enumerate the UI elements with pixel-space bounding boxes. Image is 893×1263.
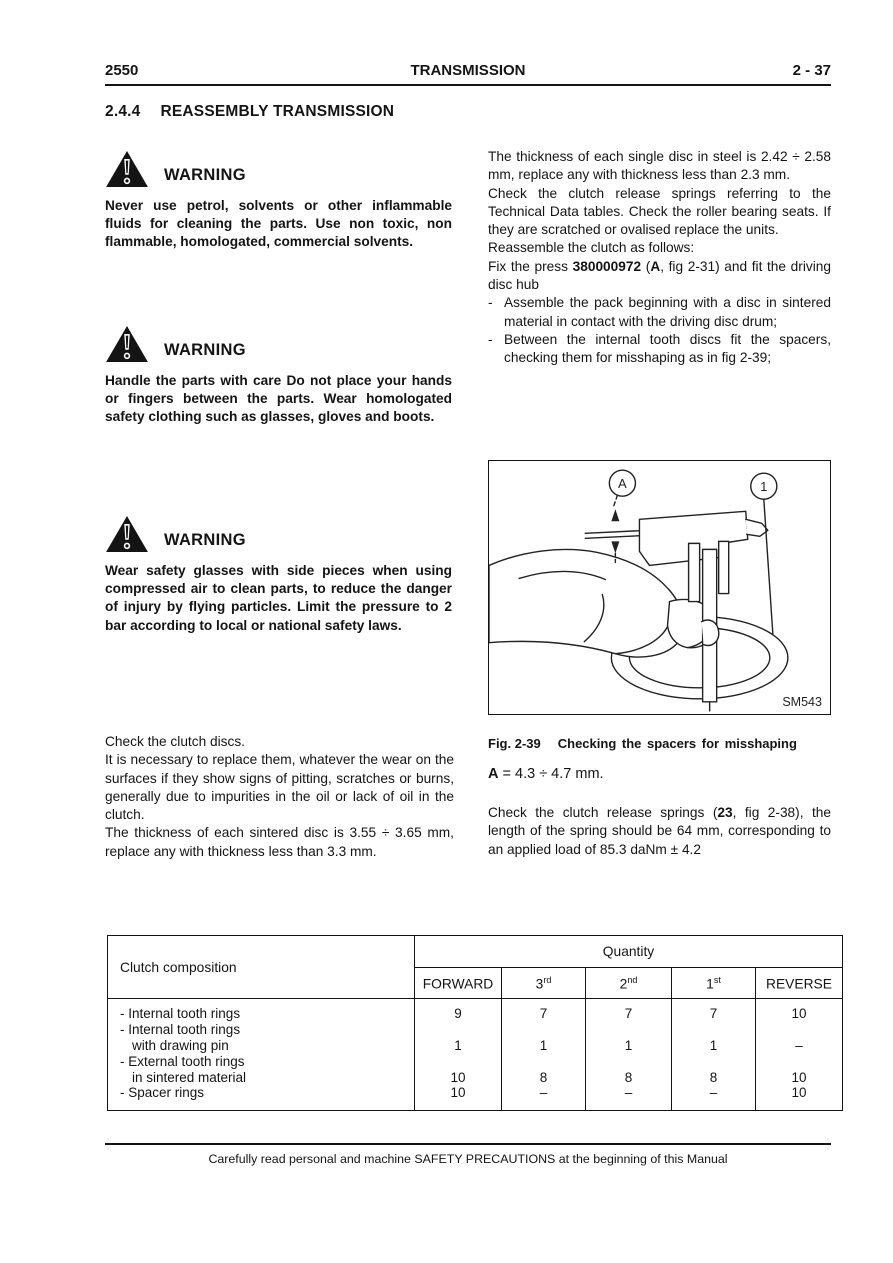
- dimension-value: = 4.3 ÷ 4.7 mm.: [498, 766, 604, 782]
- text-run: , fig 2-31) and fit the driving disc hub: [488, 258, 831, 293]
- section-title: [105, 103, 394, 121]
- header-model-number: 2550: [105, 62, 139, 79]
- composition-label: - External tooth rings: [120, 1053, 245, 1069]
- table-value: [502, 1054, 585, 1070]
- column-header-2nd: [586, 968, 672, 999]
- forward-values-cell: [415, 999, 502, 1111]
- composition-label: - Internal tooth rings: [120, 1021, 241, 1037]
- third-gear-values-cell: [502, 999, 586, 1111]
- column-label: FORWARD: [422, 976, 494, 992]
- item-ref: 23: [717, 805, 733, 820]
- table-value: 10: [791, 1069, 807, 1085]
- table-row-header: Clutch composition: [108, 936, 415, 999]
- springs-paragraph: [488, 804, 831, 859]
- callout-1-label: 1: [760, 479, 768, 495]
- paragraph-line: Check the clutch discs.: [105, 734, 245, 749]
- table-value: 7: [709, 1006, 718, 1021]
- header-chapter-title: TRANSMISSION: [410, 62, 526, 79]
- warning-header: [105, 325, 452, 363]
- column-header-forward: [415, 968, 502, 999]
- footer-rule: [105, 1143, 831, 1145]
- table-value: [756, 1022, 842, 1038]
- column-header-1st: [672, 968, 756, 999]
- table-value: 1: [624, 1037, 633, 1053]
- reverse-values-cell: [756, 999, 843, 1111]
- second-gear-values-cell: [586, 999, 672, 1111]
- dimension-a: [488, 766, 604, 782]
- table-value: [586, 1022, 671, 1038]
- column-ordinal: nd: [627, 974, 638, 985]
- table-value: 10: [450, 1085, 466, 1101]
- callout-a-label: A: [618, 476, 627, 492]
- bullet-dash: -: [488, 295, 493, 311]
- text-run: (: [641, 258, 651, 274]
- warning-label: WARNING: [164, 531, 246, 549]
- table-value: 8: [624, 1069, 633, 1085]
- table-value: 1: [709, 1037, 718, 1053]
- bullet-text: Between the internal tooth discs fit the spacers, checking them for misshaping as in fig 2-39;: [504, 331, 831, 366]
- clutch-composition-table: [107, 935, 843, 1111]
- table-value: [672, 1054, 755, 1070]
- composition-label: - Internal tooth rings: [120, 1006, 241, 1021]
- table-value: 10: [450, 1069, 466, 1085]
- text-run: , fig 2-38), the length of the spring should be 64 mm, corresponding to an applied load of 85.3 daNm ± 4.2: [488, 805, 832, 857]
- bullet-item: [488, 294, 831, 331]
- table-value: [502, 1022, 585, 1038]
- table-value: 10: [791, 1006, 807, 1021]
- first-gear-values-cell: [672, 999, 756, 1111]
- table-value: 10: [791, 1085, 807, 1101]
- column-header-reverse: [756, 968, 843, 999]
- composition-label: with drawing pin: [132, 1037, 229, 1053]
- figure-number: Fig. 2-39: [488, 736, 541, 751]
- table-value: 8: [709, 1069, 718, 1085]
- column-label: REVERSE: [766, 976, 832, 992]
- table-value: [415, 1054, 501, 1070]
- text-run: Fix the press: [488, 258, 573, 274]
- table-value: 8: [539, 1069, 548, 1085]
- paragraph-line: The thickness of each sintered disc is 3.55 ÷ 3.65 mm, replace any with thickness less than 3.3 mm.: [105, 825, 454, 859]
- warning-text: Wear safety glasses with side pieces when using compressed air to clean parts, to reduce the danger of injury by flying particles. Limit the pressure to 2 bar according to local or national safety laws.: [105, 563, 452, 633]
- table-value: 1: [454, 1037, 462, 1053]
- warning-header: [105, 515, 452, 553]
- column-ordinal: rd: [543, 974, 552, 985]
- footer-safety-note: Carefully read personal and machine SAFETY PRECAUTIONS at the beginning of this Manual: [208, 1152, 728, 1166]
- table-value: –: [539, 1085, 548, 1101]
- column-header-3rd: [502, 968, 586, 999]
- paragraph-line: Reassemble the clutch as follows:: [488, 240, 695, 256]
- check-discs-paragraph: [105, 733, 454, 861]
- warning-block-3: [105, 515, 452, 635]
- figure-ref: A: [650, 258, 661, 274]
- warning-header: [105, 150, 452, 188]
- warning-triangle-icon: [105, 325, 149, 363]
- table-value: –: [709, 1085, 718, 1101]
- table-value: 9: [454, 1006, 462, 1021]
- composition-label: in sintered material: [132, 1069, 247, 1085]
- caliper-measuring-illustration: [489, 461, 830, 714]
- paragraph-line: The thickness of each single disc in steel is 2.42 ÷ 2.58 mm, replace any with thickness less than 2.3 mm.: [488, 149, 831, 183]
- column-ordinal: st: [713, 974, 721, 985]
- warning-label: WARNING: [164, 166, 246, 184]
- header-page-number: 2 - 37: [792, 62, 831, 79]
- table-value: –: [624, 1085, 633, 1101]
- bullet-dash: -: [488, 331, 493, 347]
- fix-press-paragraph: [488, 258, 831, 295]
- table-value: –: [795, 1037, 803, 1053]
- warning-block-2: [105, 325, 452, 427]
- figure-2-39: [488, 460, 831, 715]
- warning-text: Never use petrol, solvents or other inflammable fluids for cleaning the parts. Use non toxic, non flammable, homologated, commercial solvents.: [105, 198, 452, 250]
- composition-labels-cell: [108, 999, 415, 1111]
- header-rule: [105, 84, 831, 86]
- table-quantity-header: Quantity: [415, 936, 843, 968]
- section-number: 2.4.4: [105, 103, 141, 120]
- table-value: [672, 1022, 755, 1038]
- warning-block-1: [105, 150, 452, 252]
- warning-label: WARNING: [164, 341, 246, 359]
- table-value: 1: [539, 1037, 548, 1053]
- table-value: 7: [624, 1006, 633, 1021]
- section-name: REASSEMBLY TRANSMISSION: [160, 103, 395, 120]
- dimension-name: A: [488, 766, 499, 782]
- composition-label: - Spacer rings: [120, 1085, 205, 1101]
- paragraph-line: Check the clutch release springs referring to the Technical Data tables. Check the roller bearing seats. If they are scratched or ovalised replace the units.: [488, 185, 831, 238]
- warning-triangle-icon: [105, 150, 149, 188]
- column-label: 2: [619, 976, 628, 992]
- table-value: 7: [539, 1006, 548, 1021]
- warning-text: Handle the parts with care Do not place your hands or fingers between the parts. Wear homologated safety clothing such as glasses, gloves and boots.: [105, 373, 452, 425]
- figure-caption-text: Checking the spacers for misshaping: [557, 736, 797, 751]
- figure-code: SM543: [782, 694, 822, 709]
- page-header: [105, 62, 831, 82]
- text-run: Check the clutch release springs (: [488, 805, 718, 820]
- table-value: [586, 1054, 671, 1070]
- column-label: 3: [535, 976, 544, 992]
- bullet-text: Assemble the pack beginning with a disc in sintered material in contact with the driving disc drum;: [504, 295, 831, 329]
- right-column-text: [488, 148, 831, 368]
- table-value: [415, 1022, 501, 1038]
- column-label: 1: [706, 976, 714, 992]
- figure-caption: [488, 736, 831, 751]
- warning-triangle-icon: [105, 515, 149, 553]
- table-value: [756, 1054, 842, 1070]
- tool-code: 380000972: [572, 258, 642, 274]
- paragraph-line: It is necessary to replace them, whatever the wear on the surfaces if they show signs of pitting, scratches or burns, generally due to impurities in the oil or lack of oil in the clutch.: [105, 752, 454, 823]
- bullet-item: [488, 331, 831, 368]
- table-body-row: [108, 999, 843, 1111]
